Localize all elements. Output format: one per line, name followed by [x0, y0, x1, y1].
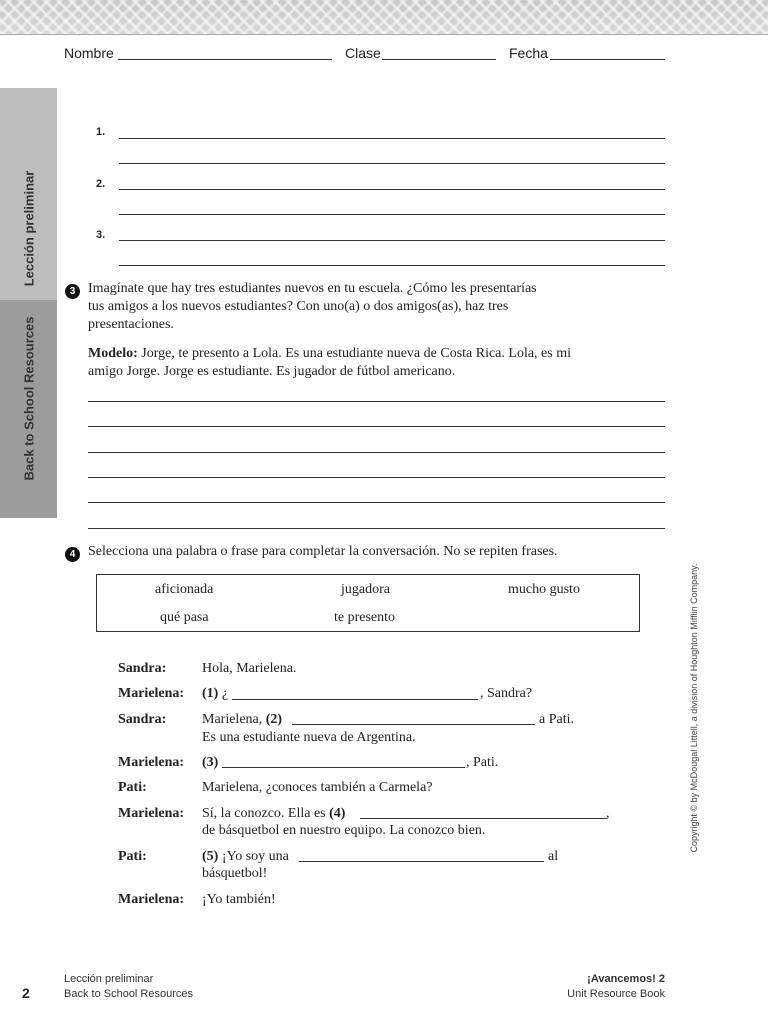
exercise-4-prompt: Selecciona una palabra o frase para completar la conversación. No se repiten frases.: [88, 544, 558, 559]
dialogue-text: a Pati.: [539, 712, 574, 727]
blank-4[interactable]: [360, 818, 607, 819]
dialogue-text: básquetbol!: [202, 866, 268, 881]
nombre-label: Nombre: [64, 45, 114, 61]
answer-line-2a[interactable]: [119, 189, 665, 190]
dialogue-line: [202, 755, 218, 771]
item-number-2: 2.: [96, 178, 106, 190]
dialogue-text: de básquetbol en nuestro equipo. La conozco bien.: [202, 823, 486, 838]
exercise-4-number: 4: [65, 547, 80, 562]
dialogue-text: ,: [606, 806, 610, 821]
word-bank: [96, 574, 640, 632]
answer-line-3b[interactable]: [119, 265, 665, 266]
speaker: Marielena:: [118, 892, 185, 907]
blank-number: (1): [202, 686, 219, 701]
answer-line-2b[interactable]: [119, 214, 665, 215]
dialogue-line: [202, 712, 282, 728]
clase-field[interactable]: [382, 59, 496, 60]
model-label: Modelo:: [88, 346, 138, 361]
blank-number: (3): [202, 755, 219, 770]
blank-number: (5): [202, 849, 219, 864]
dialogue-line: [202, 806, 345, 822]
exercise-3-model: [88, 345, 571, 381]
exercise-3-prompt-line3: presentaciones.: [88, 317, 174, 332]
blank-5[interactable]: [299, 861, 544, 862]
dialogue-line: ¡Yo también!: [202, 892, 276, 907]
speaker: Pati:: [118, 780, 147, 795]
footer-left-line1: Lección preliminar: [64, 973, 154, 985]
ex3-answer-line-1[interactable]: [88, 401, 665, 402]
word-bank-item: jugadora: [341, 582, 390, 597]
decorative-banner: [0, 0, 768, 35]
dialogue-line: Marielena, ¿conoces también a Carmela?: [202, 780, 433, 795]
ex3-answer-line-5[interactable]: [88, 502, 665, 503]
model-line1: Jorge, te presento a Lola. Es una estudiante nueva de Costa Rica. Lola, es mi: [141, 346, 571, 361]
footer-right-line2: Unit Resource Book: [567, 988, 665, 1000]
dialogue-text: ¿: [221, 686, 229, 701]
word-bank-item: mucho gusto: [508, 582, 580, 597]
ex3-answer-line-3[interactable]: [88, 452, 665, 453]
dialogue-line: [202, 686, 228, 702]
fecha-field[interactable]: [550, 59, 665, 60]
word-bank-item: te presento: [334, 610, 396, 625]
speaker: Sandra:: [118, 661, 167, 676]
blank-number: (4): [329, 806, 346, 821]
copyright-text: Copyright © by McDougal Littell, a division of Houghton Mifflin Company.: [689, 563, 699, 853]
ex3-answer-line-6[interactable]: [88, 528, 665, 529]
dialogue-line: Hola, Marielena.: [202, 661, 297, 676]
dialogue-text: Sí, la conozco. Ella es: [202, 806, 326, 821]
speaker: Sandra:: [118, 712, 167, 727]
dialogue-text: ¡Yo soy una: [221, 849, 289, 864]
dialogue-text: , Sandra?: [480, 686, 533, 701]
answer-line-1a[interactable]: [119, 138, 665, 139]
speaker: Marielena:: [118, 686, 185, 701]
exercise-3-number: 3: [65, 284, 80, 299]
sidebar-label-resources: Back to School Resources: [21, 316, 37, 481]
exercise-3-prompt-line1: Imagínate que hay tres estudiantes nuevos en tu escuela. ¿Cómo les presentarías: [88, 281, 537, 296]
answer-line-3a[interactable]: [119, 240, 665, 241]
dialogue-text: Marielena,: [202, 712, 263, 727]
ex3-answer-line-2[interactable]: [88, 426, 665, 427]
fecha-label: Fecha: [509, 45, 548, 61]
item-number-1: 1.: [96, 126, 106, 138]
speaker: Marielena:: [118, 806, 185, 821]
answer-line-1b[interactable]: [119, 163, 665, 164]
dialogue-text: al: [548, 849, 559, 864]
blank-1[interactable]: [232, 699, 478, 700]
clase-label: Clase: [345, 45, 381, 61]
word-bank-item: aficionada: [155, 582, 214, 597]
nombre-field[interactable]: [118, 59, 332, 60]
page-number: 2: [22, 985, 30, 1001]
exercise-3-prompt-line2: tus amigos a los nuevos estudiantes? Con uno(a) o dos amigos(as), haz tres: [88, 299, 509, 314]
dialogue-line: [202, 849, 289, 865]
speaker: Marielena:: [118, 755, 185, 770]
speaker: Pati:: [118, 849, 147, 864]
footer-right-line1: ¡Avancemos! 2: [587, 973, 665, 985]
item-number-3: 3.: [96, 229, 106, 241]
word-bank-item: qué pasa: [160, 610, 209, 625]
dialogue-text: Es una estudiante nueva de Argentina.: [202, 730, 416, 745]
blank-2[interactable]: [292, 724, 535, 725]
ex3-answer-line-4[interactable]: [88, 477, 665, 478]
model-line2: amigo Jorge. Jorge es estudiante. Es jugador de fútbol americano.: [88, 364, 456, 379]
blank-number: (2): [265, 712, 283, 727]
blank-3[interactable]: [222, 767, 465, 768]
exercise-3-prompt: [88, 280, 537, 334]
sidebar-label-leccion: Lección preliminar: [21, 170, 37, 287]
dialogue-text: , Pati.: [466, 755, 499, 770]
footer-left-line2: Back to School Resources: [64, 988, 194, 1000]
